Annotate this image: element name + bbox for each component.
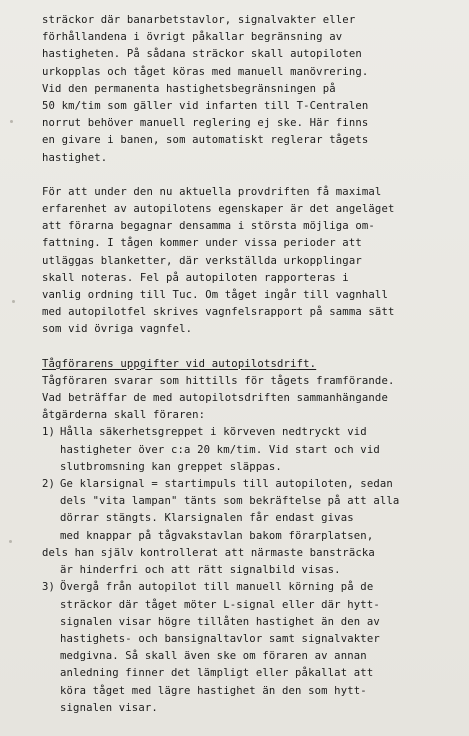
text-line: vanlig ordning till Tuc. Om tåget ingår till vagnhall [42,289,388,302]
text-line: Vad beträffar de med autopilotsdriften sammanhängande [42,392,388,405]
speck [12,300,15,303]
item-number: 3) [42,581,56,594]
text-line: förhållandena i övrigt påkallar begränsning av [42,31,343,44]
text-line: hastigheten. På sådana sträckor skall autopiloten [42,48,362,61]
duties-section [42,356,447,717]
margin-specks [8,0,20,736]
text-line: medgivna. Så skall även ske om föraren av annan [60,650,367,663]
text-line: Hålla säkerhetsgreppet i körveven nedtryckt vid [60,426,367,439]
text-line: signalen visar högre tillåten hastighet än den av [60,615,380,628]
text-line: en givare i banen, som automatiskt reglerar tågets [42,134,369,147]
text-line: sträckor där banarbetstavlor, signalvakter eller [42,14,356,26]
text-line: utläggas blanketter, där verkställda urkopplingar [42,254,362,267]
text-line: urkopplas och tåget köras med manuell manövrering. [42,65,369,78]
text-line: 50 km/tim som gäller vid infarten till T-Centralen [42,100,369,113]
speck [9,540,12,543]
speck [10,120,13,123]
text-line: Tågföraren svarar som hittills för tågets framförande. [42,374,395,387]
text-line: med autopilotfel skrives vagnfelsrapport på samma sätt [42,306,395,319]
text-line: dels "vita lampan" tänts som bekräftelse på att alla [60,495,400,508]
list-item-3 [42,579,447,717]
list-item-1 [42,424,447,476]
text-line: åtgärderna skall föraren: [42,409,206,422]
text-line: anledning finner det lämpligt eller påkallat att [60,667,374,680]
text-line: som vid övriga vagnfel. [42,323,193,336]
text-line: köra tåget med lägre hastighet än den som hytt- [60,684,367,697]
text-line: fattning. I tågen kommer under vissa perioder att [42,237,362,250]
text-line: Vid den permanenta hastighetsbegränsningen på [42,82,336,95]
text-line: Ge klarsignal = startimpuls till autopiloten, sedan [60,478,393,491]
intro-paragraph [42,12,447,167]
paragraph-gap [42,167,447,184]
text-line: med knappar på tågvakstavlan bakom förarplatsen, [60,529,374,542]
text-line: hastighet. [42,151,108,164]
second-paragraph [42,184,447,339]
text-line: slutbromsning kan greppet släppas. [60,460,282,473]
text-line: erfarenhet av autopilotens egenskaper är det angeläget [42,203,395,216]
text-line: norrut behöver manuell reglering ej ske. Här finns [42,117,369,130]
text-line: hastigheter över c:a 20 km/tim. Vid start och vid [60,443,380,456]
text-line: hastighets- och bansignaltavlor samt signalvakter [60,632,380,645]
text-line: signalen visar. [60,701,158,714]
text-line: dörrar stängts. Klarsignalen får endast givas [60,512,354,525]
paragraph-gap [42,339,447,356]
text-line: dels han själv kontrollerat att närmaste bansträcka [42,546,375,559]
text-line: att förarna begagnar densamma i största möjliga om- [42,220,375,233]
item-number: 1) [42,426,56,439]
text-line: sträckor där tåget möter L-signal eller där hytt- [60,598,380,611]
document-body [42,12,447,717]
text-line: Övergå från autopilot till manuell körning på de [60,581,374,594]
list-item-2 [42,476,447,579]
text-line: För att under den nu aktuella provdriften få maximal [42,185,382,198]
text-line: skall noteras. Fel på autopiloten rapporteras i [42,271,349,284]
item-number: 2) [42,478,56,491]
section-heading: Tågförarens uppgifter vid autopilotsdrift. [42,357,317,370]
text-line: är hinderfri och att rätt signalbild visas. [60,564,341,577]
